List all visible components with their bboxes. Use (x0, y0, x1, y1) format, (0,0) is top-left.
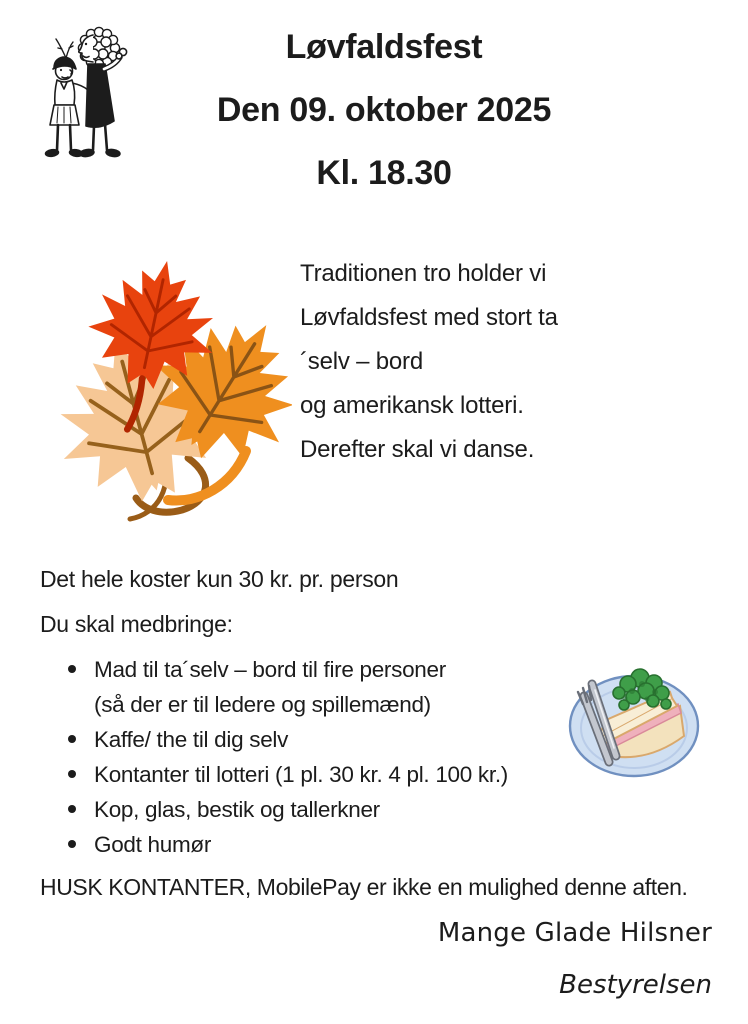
event-title: Løvfaldsfest (285, 28, 483, 66)
list-item-text: Kontanter til lotteri (1 pl. 30 kr. 4 pl. 100 kr.) (94, 762, 508, 787)
event-time: Kl. 18.30 (316, 154, 452, 192)
signature-greeting: Mange Glade Hilsner (437, 918, 712, 948)
food-plate-illustration (562, 650, 704, 784)
intro-line: Løvfaldsfest med stort ta (300, 304, 558, 331)
bring-list (64, 652, 508, 862)
list-item (64, 827, 508, 862)
bullet-icon (68, 735, 76, 743)
list-item (64, 757, 508, 792)
list-item-text: Godt humør (94, 832, 212, 857)
bullet-icon (68, 840, 76, 848)
price-line: Det hele koster kun 30 kr. pr. person (40, 566, 399, 592)
list-item (64, 792, 508, 827)
autumn-leaves-illustration (40, 246, 292, 534)
signature-signoff: Bestyrelsen (559, 970, 712, 1000)
bullet-icon (68, 805, 76, 813)
intro-line: Traditionen tro holder vi (300, 260, 547, 287)
intro-line: ´selv – bord (300, 348, 423, 375)
intro-line: Derefter skal vi danse. (300, 436, 535, 463)
intro-paragraph (300, 252, 558, 472)
bring-heading: Du skal medbringe: (40, 611, 233, 637)
bullet-icon (68, 665, 76, 673)
title-block (30, 28, 738, 217)
bullet-icon (68, 770, 76, 778)
list-item-text: (så der er til ledere og spillemænd) (94, 692, 431, 717)
intro-line: og amerikansk lotteri. (300, 392, 524, 419)
event-date: Den 09. oktober 2025 (216, 91, 552, 129)
list-item (64, 652, 508, 722)
list-item (64, 722, 508, 757)
list-item-text: Mad til ta´selv – bord til fire personer (94, 657, 446, 682)
cash-reminder: HUSK KONTANTER, MobilePay er ikke en mulighed denne aften. (40, 874, 688, 900)
list-item-text: Kaffe/ the til dig selv (94, 727, 289, 752)
list-item-text: Kop, glas, bestik og tallerkner (94, 797, 380, 822)
